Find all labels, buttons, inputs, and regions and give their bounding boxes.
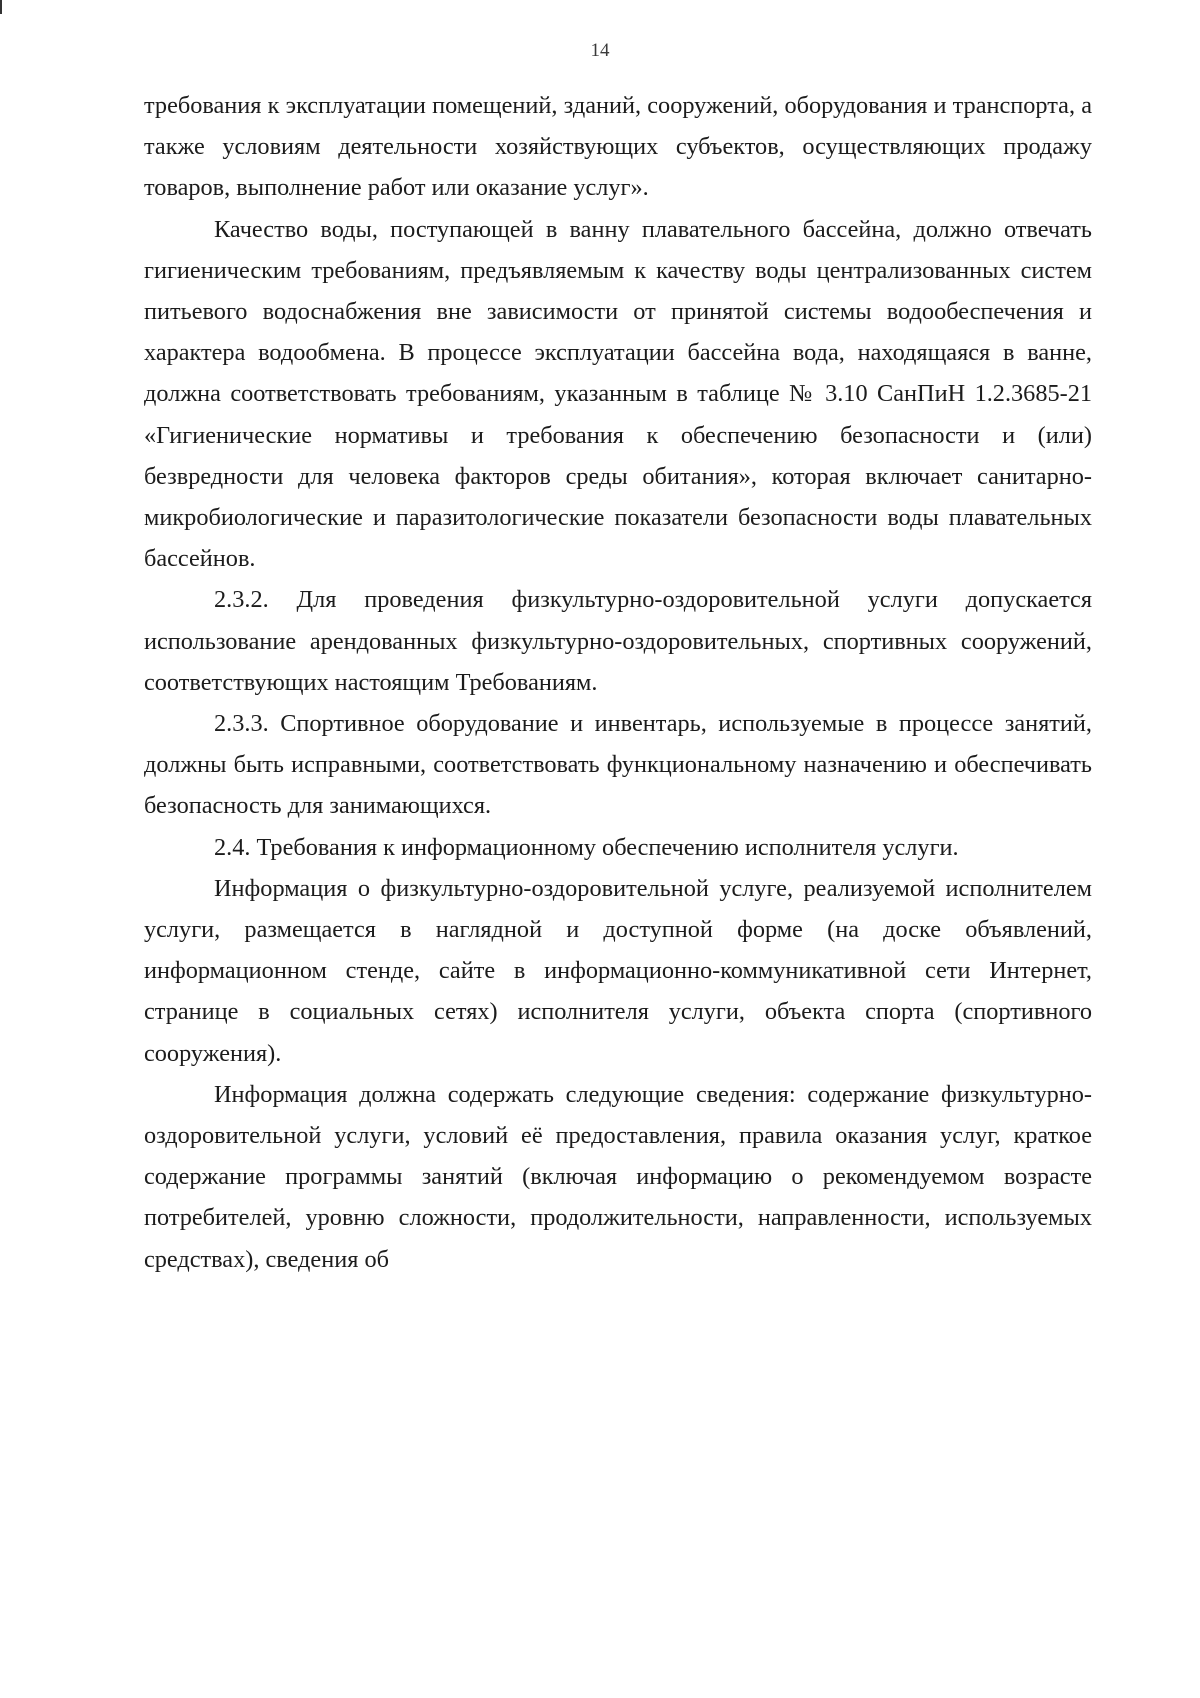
- paragraph: 2.4. Требования к информационному обеспечению исполнителя услуги.: [214, 833, 959, 861]
- paragraph: требования к эксплуатации помещений, зданий, сооружений, оборудования и транспорта, а также условиям деятельности хозяйствующих субъектов, осуществляющих продажу товаров, выполнение работ или оказание услуг».: [144, 92, 1092, 202]
- document-body: [144, 85, 1092, 1280]
- paragraph: Качество воды, поступающей в ванну плавательного бассейна, должно отвечать гигиеническим требованиям, предъявляемым к качеству воды централизованных систем питьевого водоснабжения вне зависимости от принятой системы водообеспечения и характера водообмена. В процессе эксплуатации бассейна вода, находящаяся в ванне, должна соответствовать требованиям, указанным в таблице № 3.10 СанПиН 1.2.3685-21 «Гигиенические нормативы и требования к обеспечению безопасности и (или) безвредности для человека факторов среды обитания», которая включает санитарно-микробиологические и паразитологические показатели безопасности воды плавательных бассейнов.: [144, 215, 1092, 573]
- paragraph: 2.3.3. Спортивное оборудование и инвентарь, используемые в процессе занятий, должны быть исправными, соответствовать функциональному назначению и обеспечивать безопасность для занимающихся.: [144, 710, 1092, 820]
- paragraph: Информация должна содержать следующие сведения: содержание физкультурно-оздоровительной услуги, условий её предоставления, правила оказания услуг, краткое содержание программы занятий (включая информацию о рекомендуемом возрасте потребителей, уровню сложности, продолжительности, направленности, используемых средствах), сведения об: [144, 1080, 1092, 1273]
- paragraph: 2.3.2. Для проведения физкультурно-оздоровительной услуги допускается использование арендованных физкультурно-оздоровительных, спортивных сооружений, соответствующих настоящим Требованиям.: [144, 586, 1092, 696]
- paragraph: Информация о физкультурно-оздоровительной услуге, реализуемой исполнителем услуги, размещается в наглядной и доступной форме (на доске объявлений, информационном стенде, сайте в информационно-коммуникативной сети Интернет, странице в социальных сетях) исполнителя услуги, объекта спорта (спортивного сооружения).: [144, 874, 1092, 1067]
- scan-corner-mark: [0, 0, 2, 14]
- page-number: 14: [590, 40, 610, 61]
